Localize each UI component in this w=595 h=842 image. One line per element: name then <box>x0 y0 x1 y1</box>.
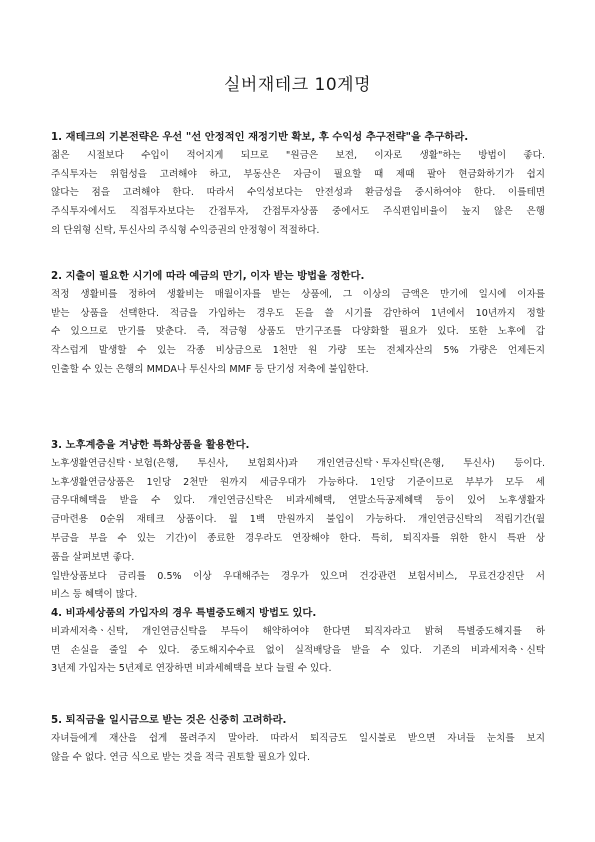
body-line: 인출할 수 있는 은행의 MMDA나 투신사의 MMF 등 단기성 저축에 불입한다. <box>51 363 369 375</box>
body-line: 비과세저축ㆍ신탁, 개인연금신탁을 부득이 해약하여야 한다면 퇴직자라고 밝혀 특별중도해지를 하 <box>51 625 545 637</box>
body-line: 노후생활연금신탁ㆍ보험(은행, 투신사, 보험회사)과 개인연금신탁ㆍ투자신탁(은행, 투신사) 등이다. <box>51 457 545 469</box>
body-line: 품을 살펴보면 좋다. <box>51 551 135 563</box>
section-heading: 4. 비과세상품의 가입자의 경우 특별중도해지 방법도 있다. <box>51 607 317 619</box>
body-line: 젊은 시절보다 수입이 적어지게 되므로 "원금은 보전, 이자로 생활"하는 방법이 좋다. <box>51 149 545 161</box>
body-line: 비스 등 혜택이 많다. <box>51 589 138 601</box>
document-title: 실버재테크 10계명 <box>224 75 371 95</box>
section-1 <box>51 128 545 241</box>
body-line: 노후생활연금상품은 1인당 2천만 원까지 세금우대가 가능하다. 1인당 기준이므로 부부가 모두 세 <box>51 476 545 488</box>
body-line: 면 손실을 줄일 수 있다. 중도해지수수료 없이 실적배당을 받을 수 있다. 기존의 비과세저축ㆍ신탁 <box>51 644 545 656</box>
section-2 <box>51 267 545 380</box>
body-line: 수 있으므로 만기를 맞춘다. 즉, 적금형 상품도 만기구조를 다양화할 필요가 있다. 또한 노후에 갑 <box>51 326 545 338</box>
body-line: 3년제 가입자는 5년제로 연장하면 비과세혜택을 보다 늘릴 수 있다. <box>51 663 332 675</box>
body-line: 금마련용 0순위 재테크 상품이다. 월 1백 만원까지 불입이 가능하다. 개인연금신탁의 적립기간(월 <box>51 514 545 526</box>
section-4 <box>51 604 545 679</box>
section-heading: 1. 재테크의 기본전략은 우선 "선 안정적인 재정기반 확보, 후 수익성 추구전략"을 추구하라. <box>51 131 469 143</box>
body-line: 않다는 점을 고려해야 한다. 따라서 수익성보다는 안전성과 환금성을 중시하여야 한다. 이를테면 <box>51 187 545 199</box>
body-line: 의 단위형 신탁, 투신사의 주식형 수익증권의 안정형이 적절하다. <box>51 224 320 236</box>
body-line: 부금을 부을 수 있는 기간)이 종료한 경우라도 연장해야 한다. 특히, 퇴직자를 위한 한시 특판 상 <box>51 532 545 544</box>
body-line: 주식투자는 위험성을 고려해야 하고, 부동산은 자금이 필요할 때 제때 팔아 현금화하기가 쉽지 <box>51 168 545 180</box>
section-5 <box>51 711 545 767</box>
section-heading: 5. 퇴직금을 일시금으로 받는 것은 신중히 고려하라. <box>51 714 287 726</box>
section-3 <box>51 436 545 605</box>
body-line: 주식투자에서도 직접투자보다는 간접투자, 간접투자상품 중에서도 주식편입비율이 높지 않은 은행 <box>51 206 545 218</box>
body-line: 적정 생활비를 정하여 생활비는 매월이자를 받는 상품에, 그 이상의 금액은 만기에 일시에 이자를 <box>51 288 545 300</box>
body-line: 작스럽게 발생할 수 있는 각종 비상금으로 1천만 원 가량 또는 전체자산의 5% 가량은 언제든지 <box>51 345 545 357</box>
body-line: 금우대혜택을 받을 수 있다. 개인연금신탁은 비과세혜택, 연말소득공제혜택 등이 있어 노후생활자 <box>51 495 545 507</box>
body-line: 않을 수 없다. 연금 식으로 받는 것을 적극 권토할 필요가 있다. <box>51 751 311 763</box>
body-line: 받는 상품을 선택한다. 적금을 가입하는 경우도 돈을 쓸 시기를 감안하여 1년에서 10년까지 정할 <box>51 307 545 319</box>
section-heading: 3. 노후계층을 겨냥한 특화상품을 활용한다. <box>51 439 250 451</box>
body-line: 자녀들에게 재산을 쉽게 몰려주지 말아라. 따라서 퇴직금도 일시불로 받으면 자녀들 눈치를 보지 <box>51 732 545 744</box>
body-line: 일반상품보다 금리를 0.5% 이상 우대해주는 경우가 있으며 건강관련 보험서비스, 무료건강진단 서 <box>51 570 545 582</box>
section-heading: 2. 지출이 필요한 시기에 따라 예금의 만기, 이자 받는 방법을 정한다. <box>51 270 365 282</box>
